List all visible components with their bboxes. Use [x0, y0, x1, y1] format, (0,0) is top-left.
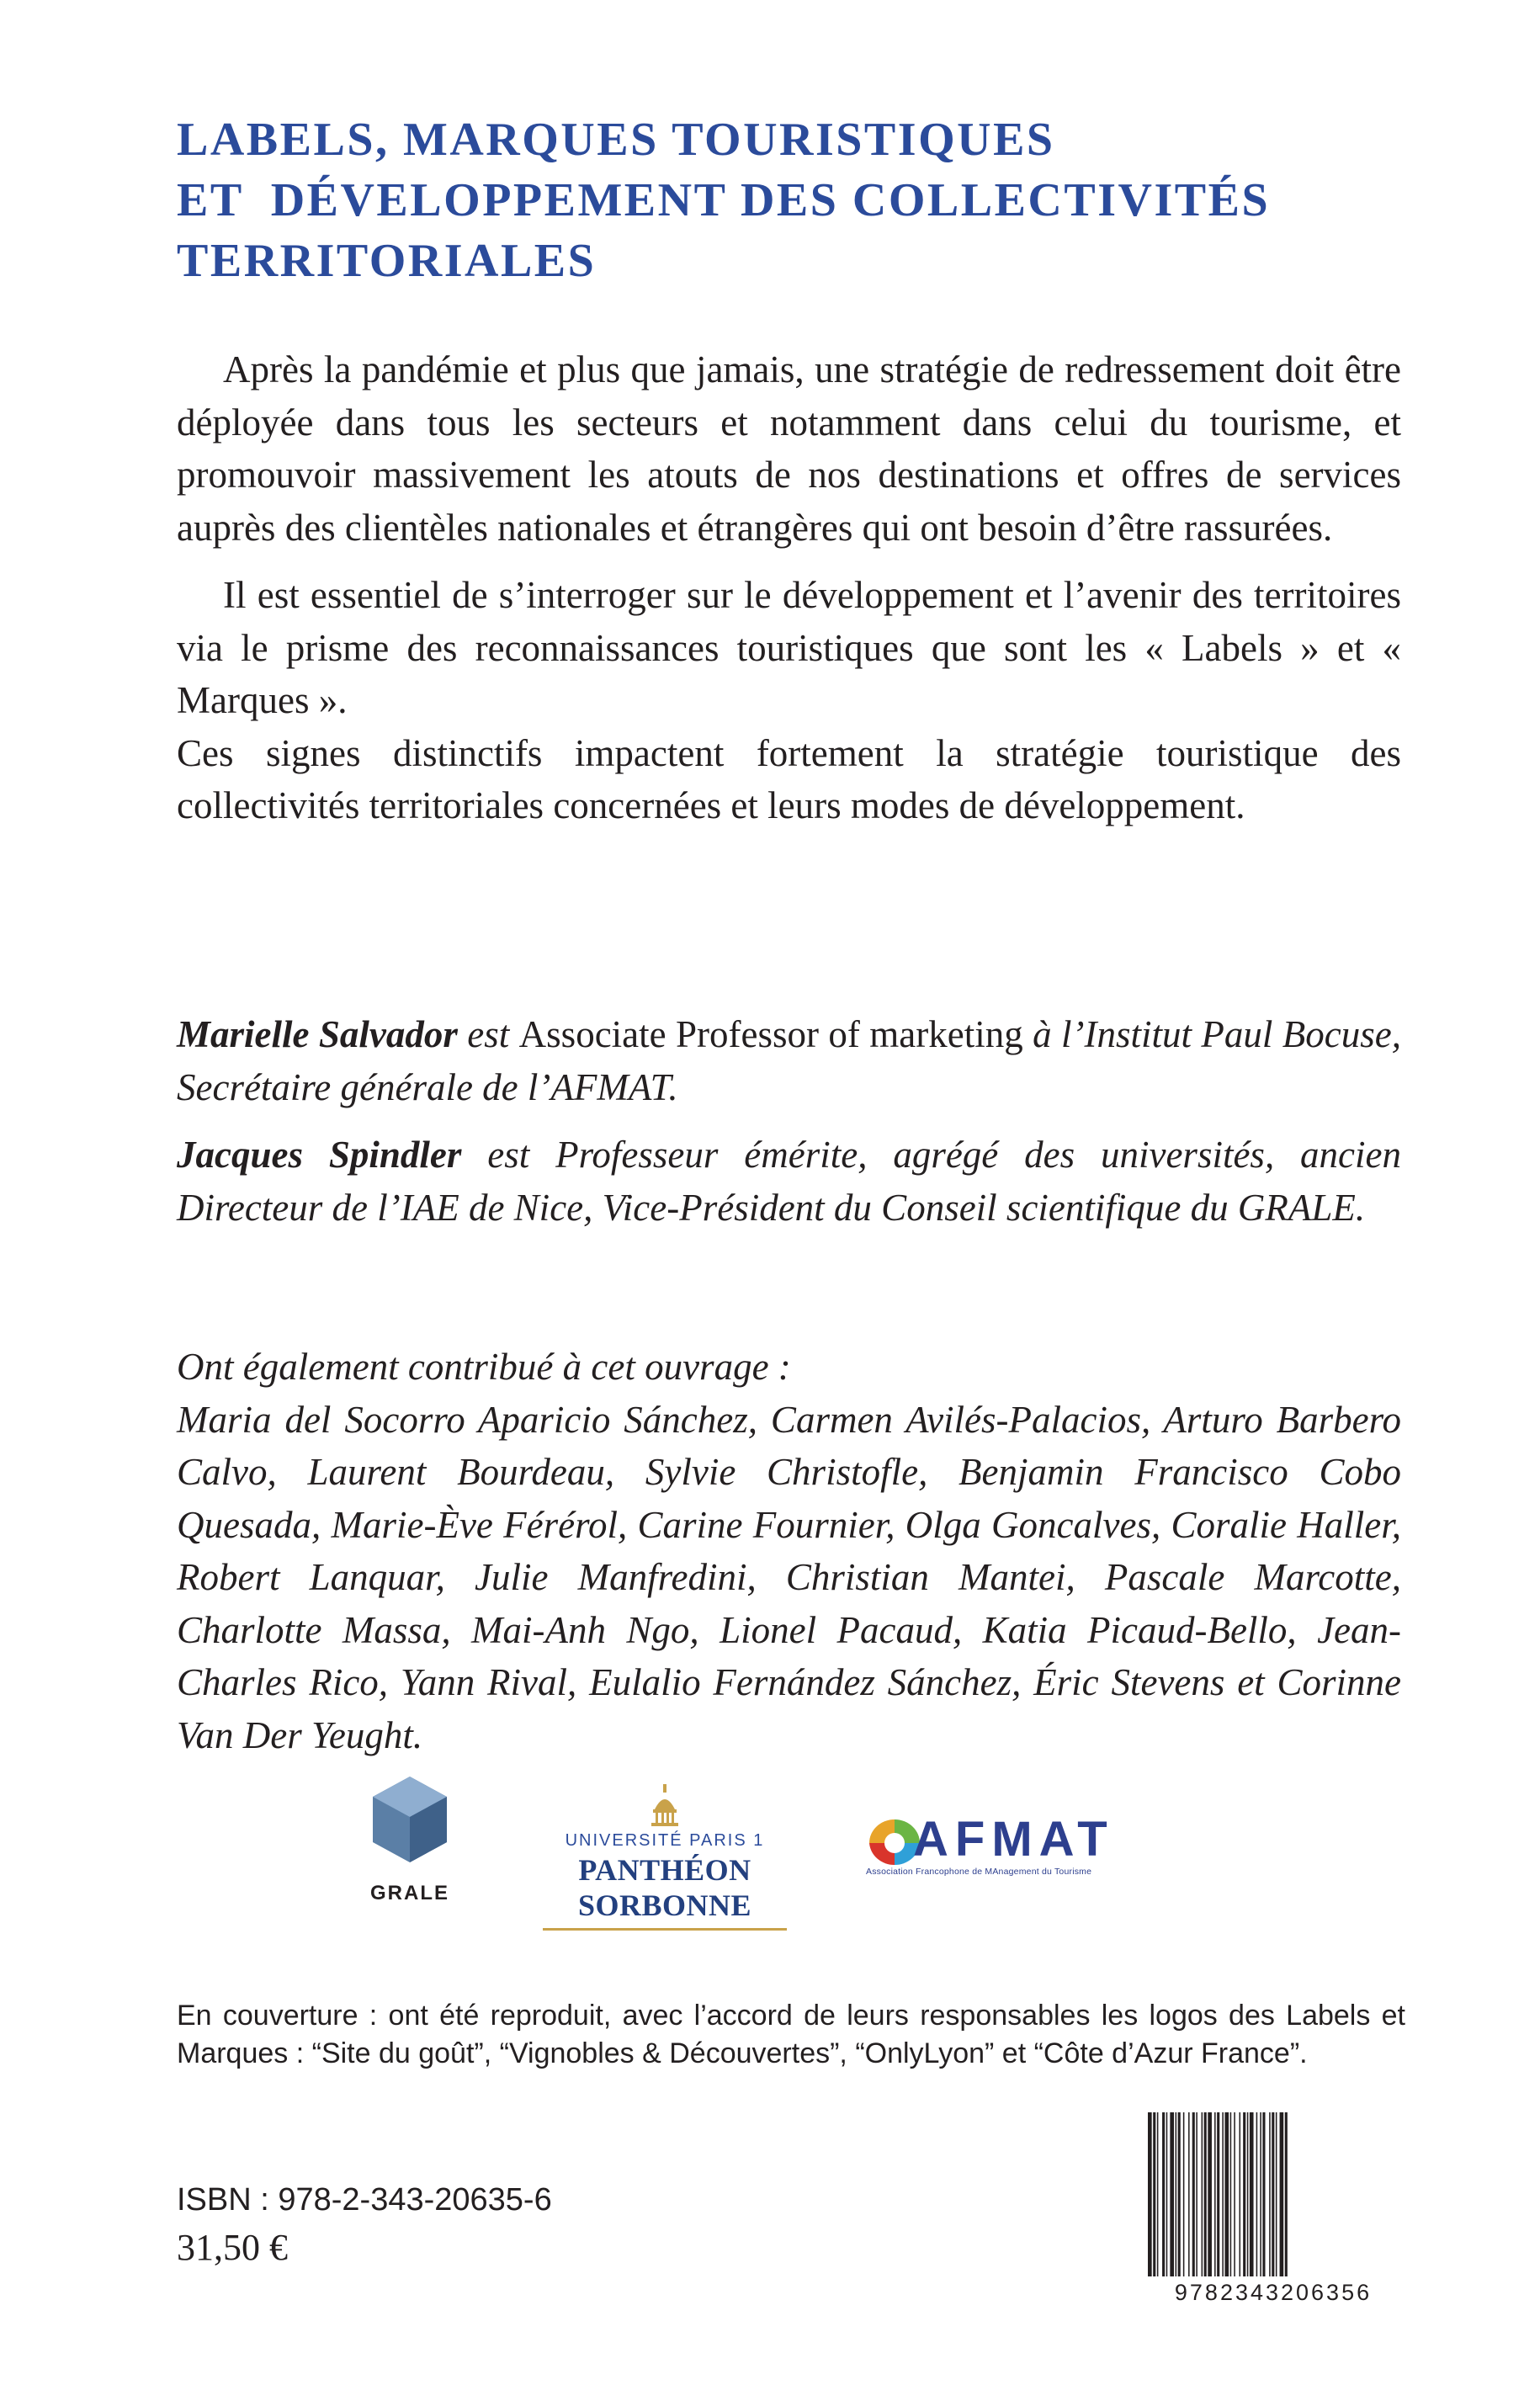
author-name-1: Marielle Salvador — [177, 1013, 458, 1055]
title-line-2: ET DÉVELOPPEMENT DES COLLECTIVITÉS — [177, 174, 1271, 226]
summary-paragraph-1: Après la pandémie et plus que jamais, une stratégie de redressement doit être déployée dans tous les secteurs et notamment dans celui du tourisme, et promouvoir massivement les atouts de nos destinations et offres de services auprès des clientèles nationales et étrangères qui ont besoin d’être rassurées. — [177, 348, 1401, 549]
author-1-role: Associate Professor of marketing — [518, 1013, 1033, 1055]
gold-rule — [543, 1928, 787, 1931]
barcode-bar — [1153, 2112, 1155, 2276]
barcode-bar — [1162, 2112, 1165, 2276]
barcode-bar — [1178, 2112, 1181, 2276]
afmat-logo — [863, 1809, 1216, 1885]
barcode-bar — [1224, 2112, 1229, 2276]
barcode-bar — [1183, 2112, 1185, 2276]
author-bio-2 — [177, 1129, 1401, 1234]
barcode — [1143, 2112, 1404, 2306]
afmat-tagline: Association Francophone de MAnagement du Tourisme — [866, 1867, 1092, 1877]
dome-icon — [648, 1784, 682, 1826]
barcode-bar — [1196, 2112, 1197, 2276]
barcode-bar — [1217, 2112, 1219, 2276]
summary-paragraph-2: Il est essentiel de s’interroger sur le développement et l’avenir des territoires via le prisme des reconnaissances touristiques que sont les « Labels » et « Marques ». — [177, 574, 1401, 721]
price: 31,50 € — [177, 2227, 288, 2268]
author-1-est: est — [457, 1013, 519, 1055]
barcode-bar — [1222, 2112, 1224, 2276]
barcode-bar — [1202, 2112, 1203, 2276]
afmat-wordmark: AFMAT — [913, 1812, 1114, 1867]
summary-paragraph-3: Ces signes distinctifs impactent fortement la stratégie touristique des collectivités territoriales concernées et leurs modes de développement. — [177, 731, 1401, 826]
contributors — [177, 1341, 1401, 1761]
author-bio-1 — [177, 1008, 1401, 1113]
barcode-bar — [1243, 2112, 1245, 2276]
title-line-1: LABELS, MARQUES TOURISTIQUES — [177, 114, 1055, 166]
barcode-bar — [1262, 2112, 1265, 2276]
isbn: ISBN : 978-2-343-20635-6 — [177, 2182, 552, 2218]
university-name: UNIVERSITÉ PARIS 1 — [565, 1831, 765, 1850]
barcode-bar — [1272, 2112, 1274, 2276]
barcode-bar — [1280, 2112, 1284, 2276]
grale-hexagon-icon — [368, 1773, 452, 1908]
author-name-2: Jacques Spindler — [177, 1134, 462, 1176]
summary — [177, 343, 1401, 832]
grale-label: GRALE — [370, 1882, 449, 1904]
grale-logo — [368, 1773, 452, 1908]
barcode-bar — [1247, 2112, 1249, 2276]
book-title — [177, 109, 1439, 291]
title-line-3: TERRITORIALES — [177, 235, 597, 287]
barcode-bar — [1250, 2112, 1254, 2276]
barcode-bar — [1285, 2112, 1288, 2276]
barcode-bar — [1166, 2112, 1168, 2276]
barcode-bars — [1143, 2112, 1404, 2276]
barcode-bar — [1204, 2112, 1207, 2276]
barcode-bar — [1256, 2112, 1258, 2276]
author-bios — [177, 1008, 1401, 1234]
cover-credit: En couverture : ont été reproduit, avec l’accord de leurs responsables les logos des Labels et Marques : “Site du goût”, “Vignobles & Découvertes”, “OnlyLyon” et “Côte d’Azur France”. — [177, 2000, 1405, 2069]
barcode-bar — [1157, 2112, 1159, 2276]
university-subtitle: PANTHÉON SORBONNE — [577, 1853, 752, 1922]
sorbonne-logo — [497, 1784, 833, 1922]
barcode-bar — [1260, 2112, 1261, 2276]
barcode-bar — [1269, 2112, 1271, 2276]
contributors-names: Maria del Socorro Aparicio Sánchez, Carmen Avilés-Palacios, Arturo Barbero Calvo, Laurent Bourdeau, Sylvie Christofle, Benjamin Francisco Cobo Quesada, Marie-Ève Férérol, Carine Fournier, Olga Goncalves, Coralie Haller, Robert Lanquar, Julie Manfredini, Christian Mantei, Pascale Marcotte, Charlotte Massa, Mai-Anh Ngo, Lionel Pacaud, Katia Picaud-Bello, Jean-Charles Rico, Yann Rival, Eulalio Fernández Sánchez, Éric Stevens et Corinne Van Der Yeught. — [177, 1398, 1401, 1756]
barcode-bar — [1214, 2112, 1216, 2276]
barcode-bar — [1276, 2112, 1277, 2276]
contributors-heading: Ont également contribué à cet ouvrage : — [177, 1346, 791, 1388]
barcode-bar — [1208, 2112, 1212, 2276]
barcode-bar — [1148, 2112, 1152, 2276]
author-2-rest: est Professeur émérite, agrégé des universités, ancien Directeur de l’IAE de Nice, Vice-Président du Conseil scientifique du GRALE. — [177, 1134, 1401, 1229]
barcode-number: 9782343206356 — [1174, 2280, 1373, 2305]
barcode-bar — [1176, 2112, 1177, 2276]
barcode-bar — [1188, 2112, 1190, 2276]
barcode-bar — [1234, 2112, 1235, 2276]
barcode-bar — [1192, 2112, 1195, 2276]
barcode-bar — [1230, 2112, 1232, 2276]
barcode-bar — [1240, 2112, 1241, 2276]
barcode-bar — [1170, 2112, 1174, 2276]
author-1-rest: à l’Institut Paul Bocuse, Secrétaire générale de l’AFMAT. — [177, 1013, 1401, 1108]
